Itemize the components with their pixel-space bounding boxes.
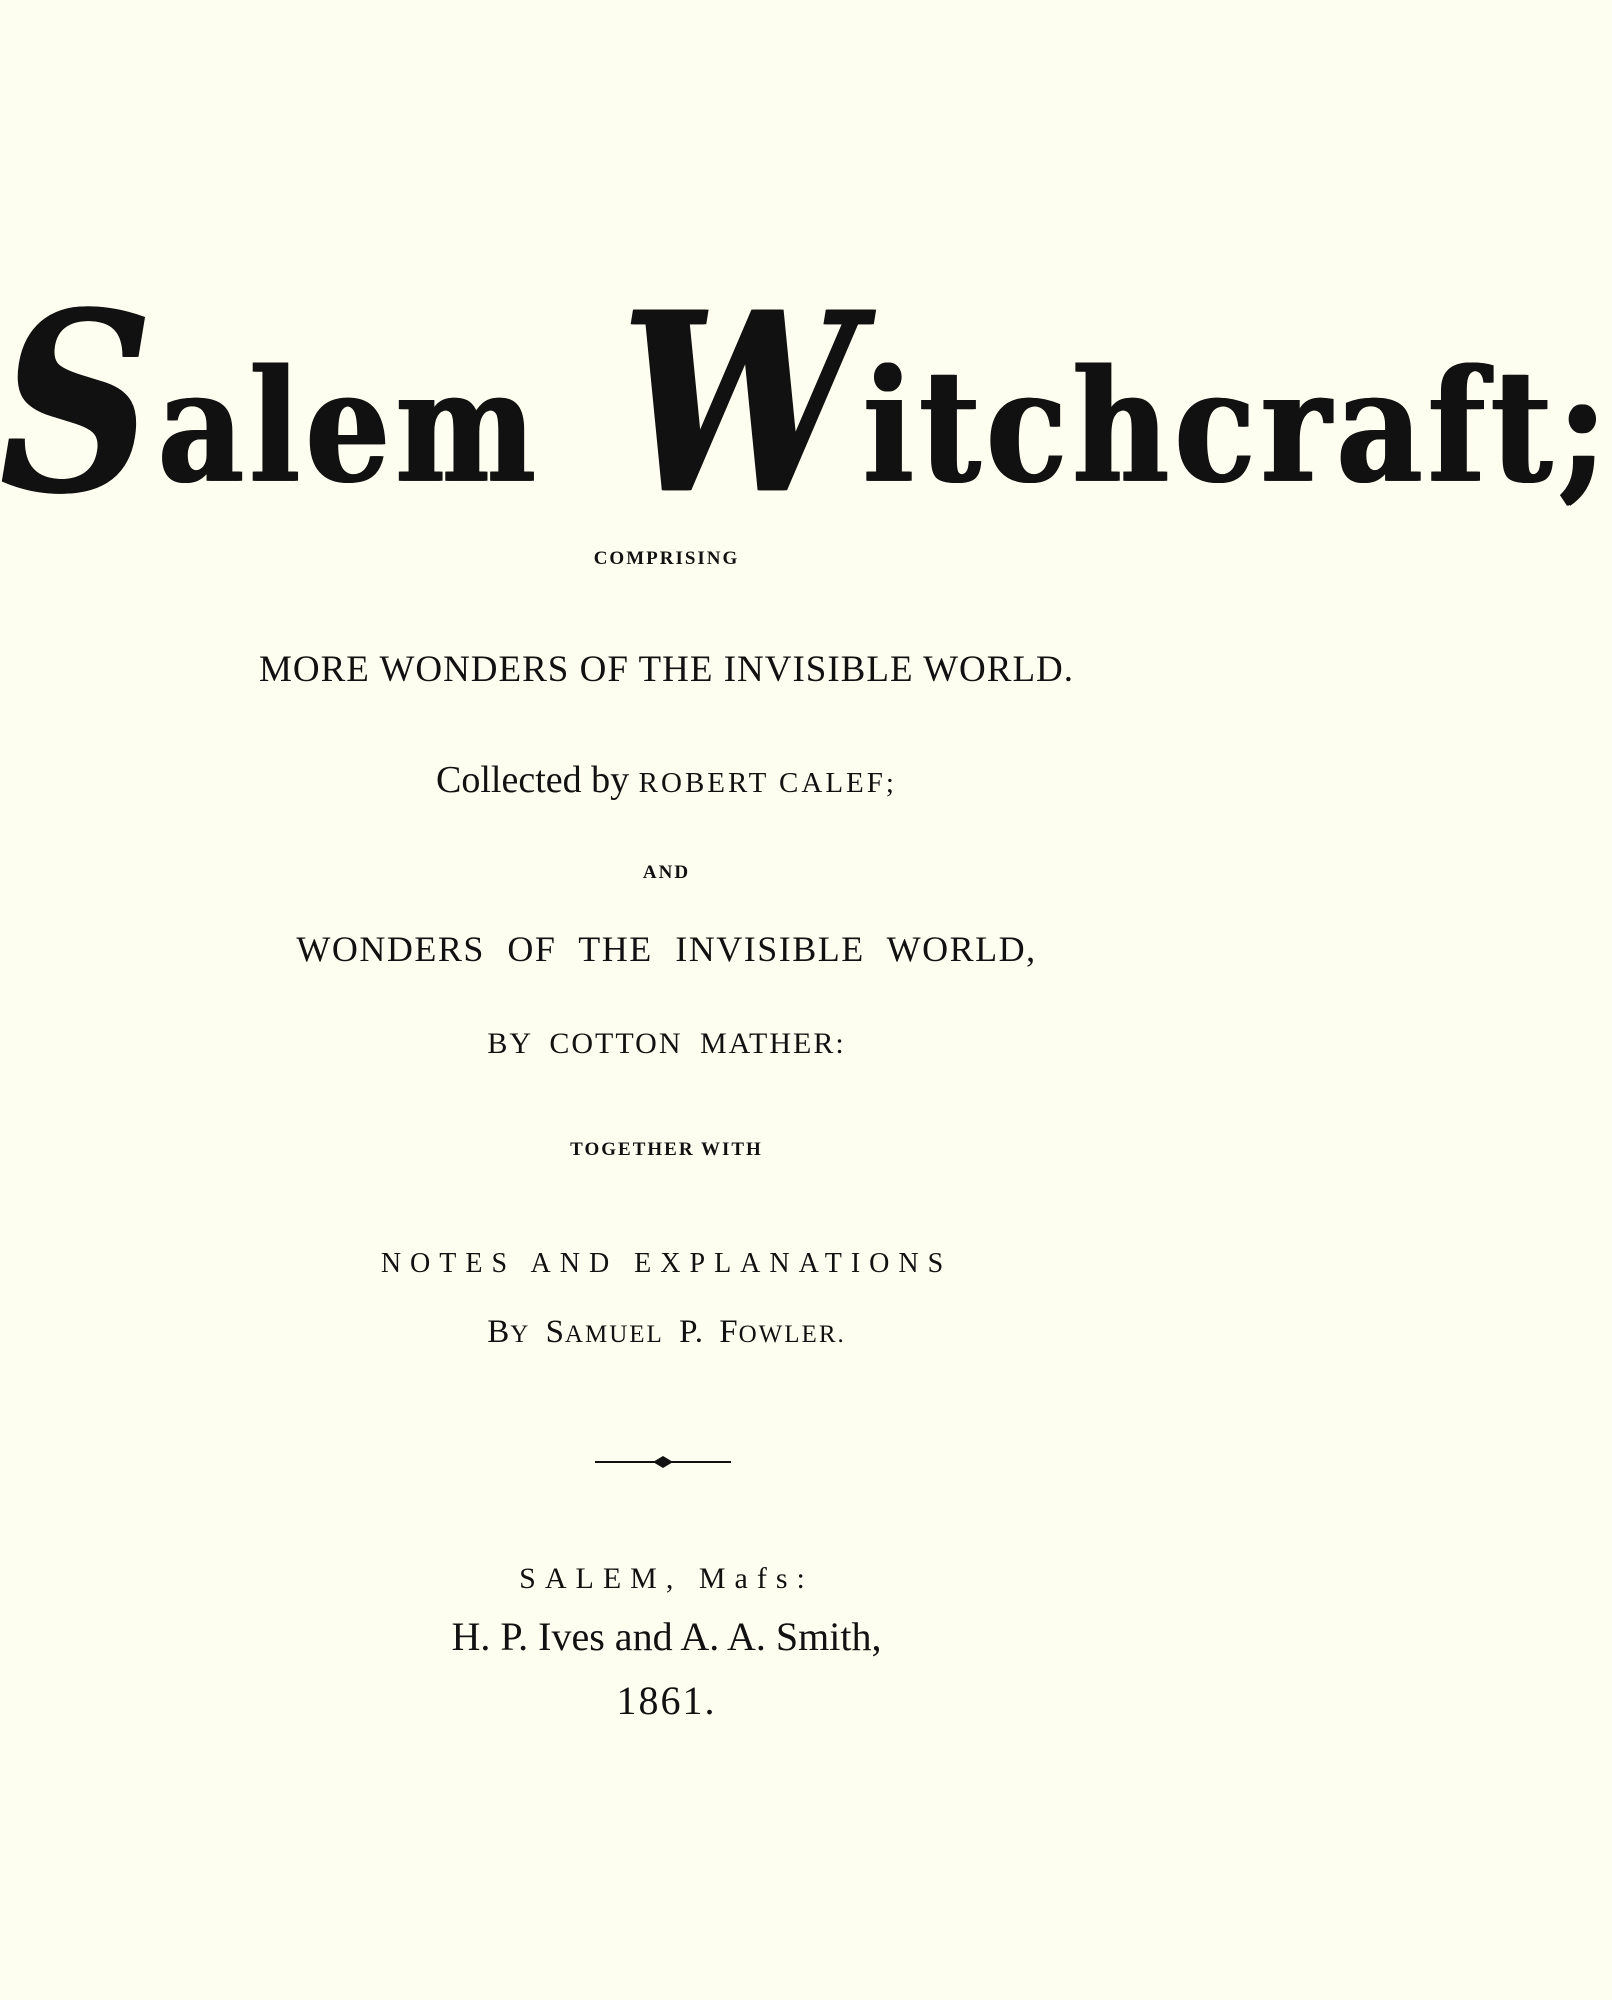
collected-prefix: Collected by (436, 759, 630, 801)
collected-by-line (0, 758, 1333, 802)
ornament-rule (593, 1452, 733, 1472)
imprint-publisher: H. P. Ives and A. A. Smith, (451, 1614, 882, 1659)
by-samuel-fowler: BY SAMUEL P. FOWLER. (487, 1314, 846, 1350)
title-word-witchcraft: Witchcraft; (620, 257, 1612, 550)
together-with-label: TOGETHER WITH (570, 1139, 763, 1160)
author-calef: ROBERT CALEF (638, 767, 886, 799)
title-word-salem: Salem (0, 257, 541, 550)
comprising-label: COMPRISING (593, 548, 740, 569)
imprint-place: SALEM, Mafs: (519, 1562, 814, 1595)
subtitle: MORE WONDERS OF THE INVISIBLE WORLD. (258, 649, 1075, 690)
collected-punct: ; (885, 767, 897, 799)
second-title: WONDERS OF THE INVISIBLE WORLD, (296, 929, 1037, 969)
by-cotton-mather: BY COTTON MATHER: (487, 1027, 846, 1060)
and-label: AND (642, 862, 691, 883)
imprint-year: 1861. (616, 1678, 717, 1723)
book-title (0, 257, 1612, 550)
notes-and-explanations: NOTES AND EXPLANATIONS (380, 1248, 953, 1279)
